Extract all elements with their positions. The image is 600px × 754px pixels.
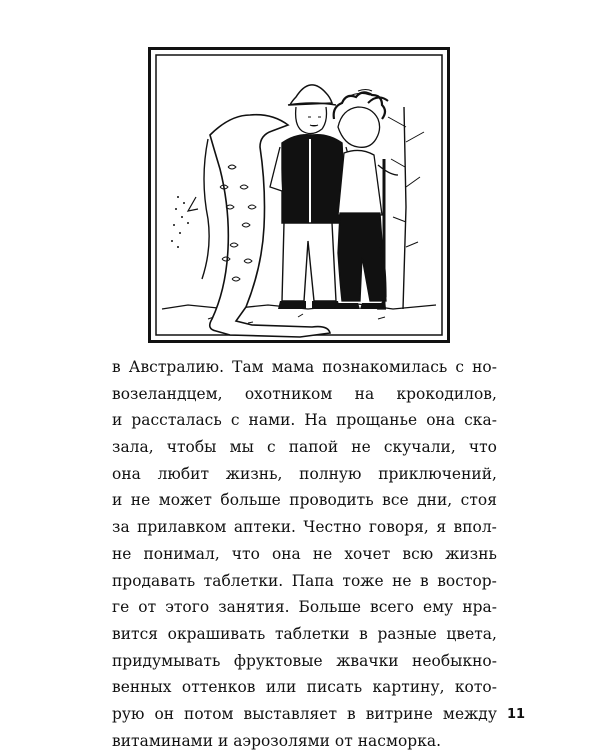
text-line: ге от этого занятия. Больше всего ему нра- [112,598,497,617]
text-line: рую он потом выставляет в витрине между [112,704,497,723]
text-line: она любит жизнь, полную приключений, [112,464,497,483]
text-line: за прилавком аптеки. Честно говоря, я впол- [112,518,497,537]
text-line: зала, чтобы мы с папой не скучали, что [112,438,497,457]
text-line: венных оттенков или писать картину, кото- [112,678,497,697]
text-line: и не может больше проводить все дни, стоя [112,491,497,510]
text-line: витаминами и аэрозолями от насморка. [112,731,442,750]
text-line: продавать таблетки. Папа тоже не в востор- [112,571,497,590]
text-line: в Австралию. Там мама познакомилась с но- [112,358,497,376]
crocodile-hunter-illustration [148,47,450,343]
text-line: вится окрашивать таблетки в разные цвета, [112,624,497,643]
framed-illustration [148,47,450,343]
text-line: и рассталась с нами. На прощанье она ска- [112,411,497,430]
text-line: возеландцем, охотником на крокодилов, [112,384,497,403]
text-line: придумывать фруктовые жвачки необыкно- [112,651,497,670]
text-line: не понимал, что она не хочет всю жизнь [112,544,497,563]
page-number: 11 [507,707,526,722]
body-text [112,354,497,754]
